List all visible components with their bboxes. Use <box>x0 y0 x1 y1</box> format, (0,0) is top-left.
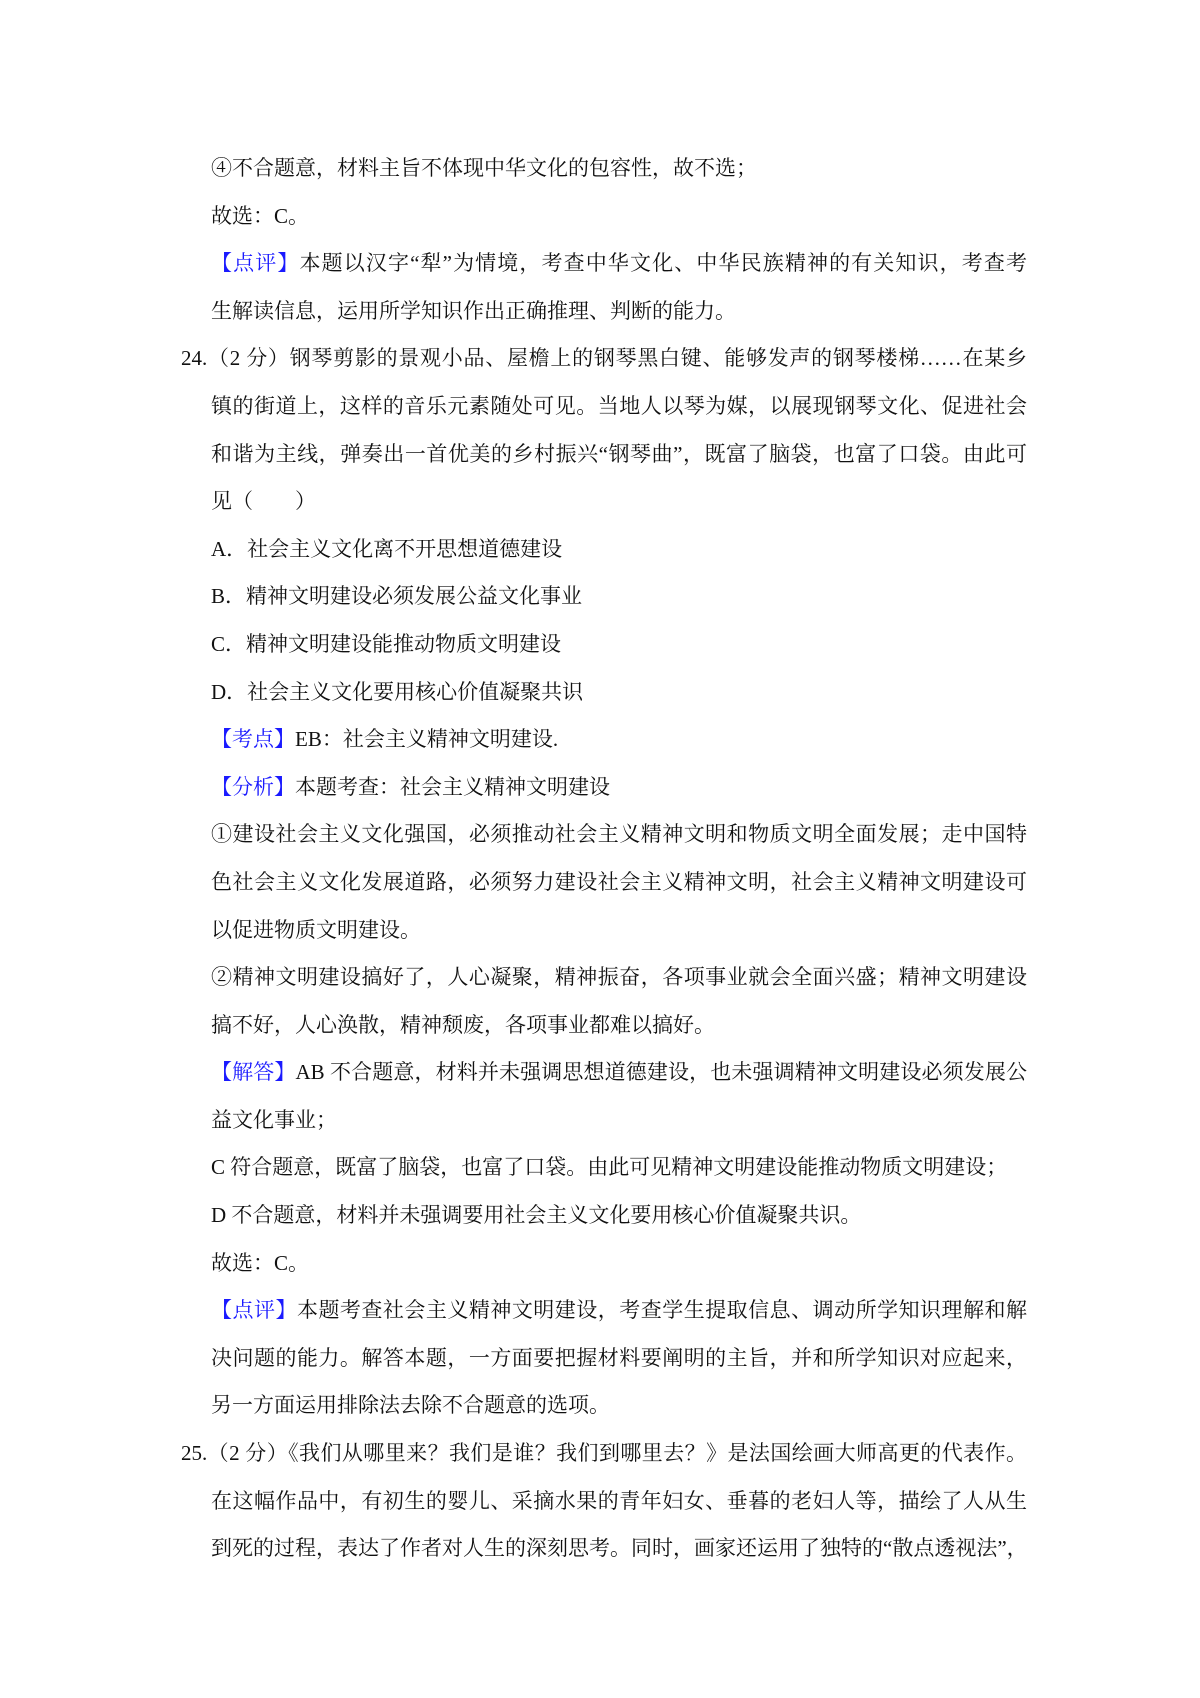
text-line <box>211 1525 1027 1573</box>
line-text: 本题以汉字“犁”为情境，考查中华文化、中华民族精神的有关知识，考查考 <box>299 251 1028 276</box>
question-line <box>181 1430 1027 1478</box>
section-label: 【点评】 <box>211 1298 297 1323</box>
text-line <box>211 954 1027 1002</box>
line-text: 以促进物质文明建设。 <box>211 917 421 942</box>
line-text: D 不合题意，材料并未强调要用社会主义文化要用核心价值凝聚共识。 <box>211 1203 862 1228</box>
line-text: 本题考查社会主义精神文明建设，考查学生提取信息、调动所学知识理解和解 <box>296 1298 1028 1323</box>
text-line <box>211 1192 1027 1240</box>
line-text: 本题考查：社会主义精神文明建设 <box>295 774 610 799</box>
document-page <box>0 145 1200 1573</box>
text-line <box>211 431 1027 479</box>
text-line <box>211 1335 1027 1383</box>
text-line <box>211 1240 1027 1288</box>
text-line <box>211 859 1027 907</box>
line-text: 另一方面运用排除法去除不合题意的选项。 <box>211 1393 610 1418</box>
line-text: ②精神文明建设搞好了，人心凝聚，精神振奋，各项事业就会全面兴盛；精神文明建设 <box>211 965 1027 990</box>
labeled-line <box>211 1287 1027 1335</box>
text-line <box>211 1382 1027 1430</box>
line-text: 故选：C。 <box>211 1250 310 1275</box>
line-text: 25.（2 分）《我们从哪里来？我们是谁？我们到哪里去？》是法国绘画大师高更的代表作。 <box>181 1441 1027 1466</box>
text-line <box>211 907 1027 955</box>
line-text: 决问题的能力。解答本题，一方面要把握材料要阐明的主旨，并和所学知识对应起来， <box>211 1345 1027 1370</box>
line-text: ④不合题意，材料主旨不体现中华文化的包容性，故不选； <box>211 156 757 180</box>
line-text: C．精神文明建设能推动物质文明建设 <box>211 631 562 656</box>
line-text: 生解读信息，运用所学知识作出正确推理、判断的能力。 <box>211 298 736 323</box>
line-text: ①建设社会主义文化强国，必须推动社会主义精神文明和物质文明全面发展；走中国特 <box>211 822 1027 847</box>
section-label: 【分析】 <box>211 774 295 799</box>
line-text: 24.（2 分）钢琴剪影的景观小品、屋檐上的钢琴黑白键、能够发声的钢琴楼梯……在某乡 <box>181 346 1027 371</box>
text-line <box>211 193 1027 241</box>
line-text: D．社会主义文化要用核心价值凝聚共识 <box>211 679 584 704</box>
text-line <box>211 288 1027 336</box>
line-text: 在这幅作品中，有初生的婴儿、采摘水果的青年妇女、垂暮的老妇人等，描绘了人从生 <box>211 1488 1027 1513</box>
text-line <box>211 621 1027 669</box>
text-line <box>211 811 1027 859</box>
text-line <box>211 573 1027 621</box>
text-line <box>211 478 1027 526</box>
labeled-line <box>211 240 1027 288</box>
line-text: AB 不合题意，材料并未强调思想道德建设，也未强调精神文明建设必须发展公 <box>295 1060 1028 1085</box>
text-line <box>211 1002 1027 1050</box>
labeled-line <box>211 1049 1027 1097</box>
text-line <box>211 1144 1027 1192</box>
text-line <box>211 383 1027 431</box>
text-line <box>211 526 1027 574</box>
line-text: EB：社会主义精神文明建设. <box>295 727 559 752</box>
labeled-line <box>211 764 1027 812</box>
section-label: 【解答】 <box>211 1060 296 1085</box>
text-line <box>211 145 1027 193</box>
line-text: 和谐为主线，弹奏出一首优美的乡村振兴“钢琴曲”，既富了脑袋，也富了口袋。由此可 <box>211 441 1027 466</box>
line-text: A．社会主义文化离不开思想道德建设 <box>211 536 563 561</box>
line-text: 见（ ） <box>211 489 316 514</box>
line-text: B．精神文明建设必须发展公益文化事业 <box>211 584 583 609</box>
text-line <box>211 1097 1027 1145</box>
line-text: 到死的过程，表达了作者对人生的深刻思考。同时，画家还运用了独特的“散点透视法”， <box>211 1536 1028 1561</box>
text-line <box>211 1478 1027 1526</box>
question-line <box>181 335 1027 383</box>
section-label: 【点评】 <box>211 251 300 276</box>
section-label: 【考点】 <box>211 727 295 752</box>
labeled-line <box>211 716 1027 764</box>
text-line <box>211 669 1027 717</box>
line-text: 色社会主义文化发展道路，必须努力建设社会主义精神文明，社会主义精神文明建设可 <box>211 869 1027 894</box>
line-text: 故选：C。 <box>211 203 310 228</box>
line-text: C 符合题意，既富了脑袋，也富了口袋。由此可见精神文明建设能推动物质文明建设； <box>211 1155 1008 1180</box>
line-text: 益文化事业； <box>211 1107 337 1132</box>
line-text: 搞不好，人心涣散，精神颓废，各项事业都难以搞好。 <box>211 1012 715 1037</box>
line-text: 镇的街道上，这样的音乐元素随处可见。当地人以琴为媒，以展现钢琴文化、促进社会 <box>211 393 1027 418</box>
